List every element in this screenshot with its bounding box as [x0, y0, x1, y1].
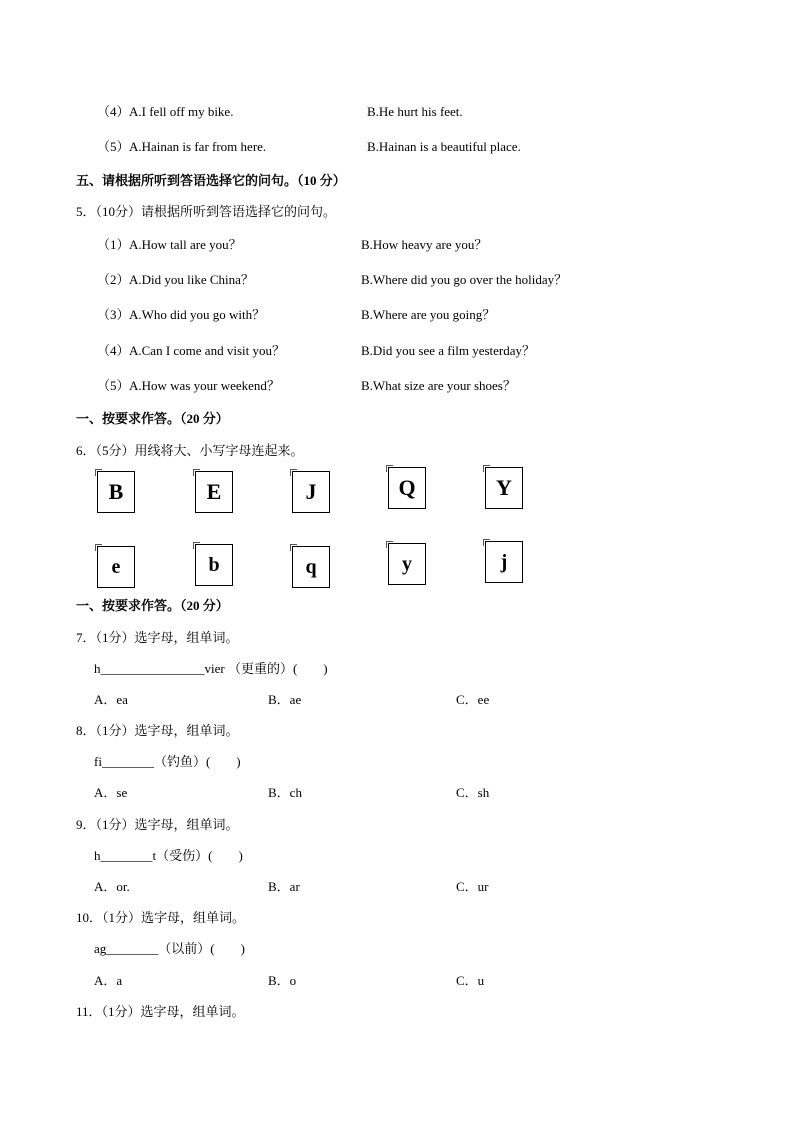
uppercase-letter-box: J — [292, 471, 330, 513]
lowercase-letter-box: q — [292, 546, 330, 588]
item-5-option-a: A.Hainan is far from here. — [129, 139, 267, 154]
uppercase-letter-box: E — [195, 471, 233, 513]
lowercase-letter-box: b — [195, 544, 233, 586]
question-5-stem: 5．（10分）请根据所听到答语选择它的问句。 — [76, 204, 337, 219]
question-9-option-b: B．ar — [268, 879, 300, 894]
uppercase-letter-box: Y — [485, 467, 523, 509]
uppercase-letter-box: B — [97, 471, 135, 513]
question-10-option-b: B．o — [268, 973, 297, 988]
question-8-prompt: fi________（钓鱼）( ) — [94, 754, 241, 769]
question-10-option-c: C．u — [456, 973, 485, 988]
section-5-heading: 五、请根据所听到答语选择它的问句。（10 分） — [76, 173, 346, 188]
q5-item-5-option-a: A.How was your weekend？ — [129, 378, 280, 393]
q5-item-1-option-a: A.How tall are you？ — [129, 237, 242, 252]
question-7-stem: 7．（1分）选字母，组单词。 — [76, 630, 239, 645]
uppercase-letter-box: Q — [388, 467, 426, 509]
item-4-number: （4） — [97, 104, 130, 119]
lowercase-letter-box: y — [388, 543, 426, 585]
question-9-option-c: C．ur — [456, 879, 489, 894]
q5-item-1-number: （1） — [97, 237, 130, 252]
q5-item-5-option-b: B.What size are your shoes？ — [361, 378, 516, 393]
section-heading-answer: 一、按要求作答。（20 分） — [76, 411, 229, 426]
question-6-stem: 6．（5分）用线将大、小写字母连起来。 — [76, 443, 304, 458]
section-heading-answer: 一、按要求作答。（20 分） — [76, 598, 229, 613]
q5-item-4-number: （4） — [97, 343, 130, 358]
q5-item-4-option-b: B.Did you see a film yesterday？ — [361, 343, 536, 358]
question-8-option-a: A．se — [94, 785, 128, 800]
q5-item-5-number: （5） — [97, 378, 130, 393]
q5-item-2-option-a: A.Did you like China？ — [129, 272, 254, 287]
question-7-option-a: A．ea — [94, 692, 128, 707]
item-5-number: （5） — [97, 139, 130, 154]
q5-item-1-option-b: B.How heavy are you？ — [361, 237, 488, 252]
question-9-stem: 9．（1分）选字母，组单词。 — [76, 817, 239, 832]
question-11-stem: 11．（1分）选字母，组单词。 — [76, 1004, 245, 1019]
q5-item-3-option-a: A.Who did you go with？ — [129, 307, 266, 322]
question-8-option-c: C．sh — [456, 785, 490, 800]
q5-item-3-number: （3） — [97, 307, 130, 322]
question-9-option-a: A．or. — [94, 879, 130, 894]
question-10-stem: 10．（1分）选字母，组单词。 — [76, 910, 246, 925]
question-7-option-b: B．ae — [268, 692, 302, 707]
question-8-stem: 8．（1分）选字母，组单词。 — [76, 723, 239, 738]
question-9-prompt: h________t（受伤）( ) — [94, 848, 243, 863]
q5-item-4-option-a: A.Can I come and visit you？ — [129, 343, 285, 358]
question-10-option-a: A．a — [94, 973, 123, 988]
lowercase-letter-box: e — [97, 546, 135, 588]
lowercase-letter-box: j — [485, 541, 523, 583]
item-5-option-b: B.Hainan is a beautiful place. — [367, 139, 521, 154]
q5-item-2-number: （2） — [97, 272, 130, 287]
question-7-option-c: C．ee — [456, 692, 490, 707]
question-10-prompt: ag________（以前）( ) — [94, 941, 245, 956]
question-8-option-b: B．ch — [268, 785, 302, 800]
q5-item-2-option-b: B.Where did you go over the holiday？ — [361, 272, 568, 287]
item-4-option-a: A.I fell off my bike. — [129, 104, 234, 119]
q5-item-3-option-b: B.Where are you going？ — [361, 307, 496, 322]
question-7-prompt: h________________vier （更重的）( ) — [94, 661, 328, 676]
item-4-option-b: B.He hurt his feet. — [367, 104, 463, 119]
